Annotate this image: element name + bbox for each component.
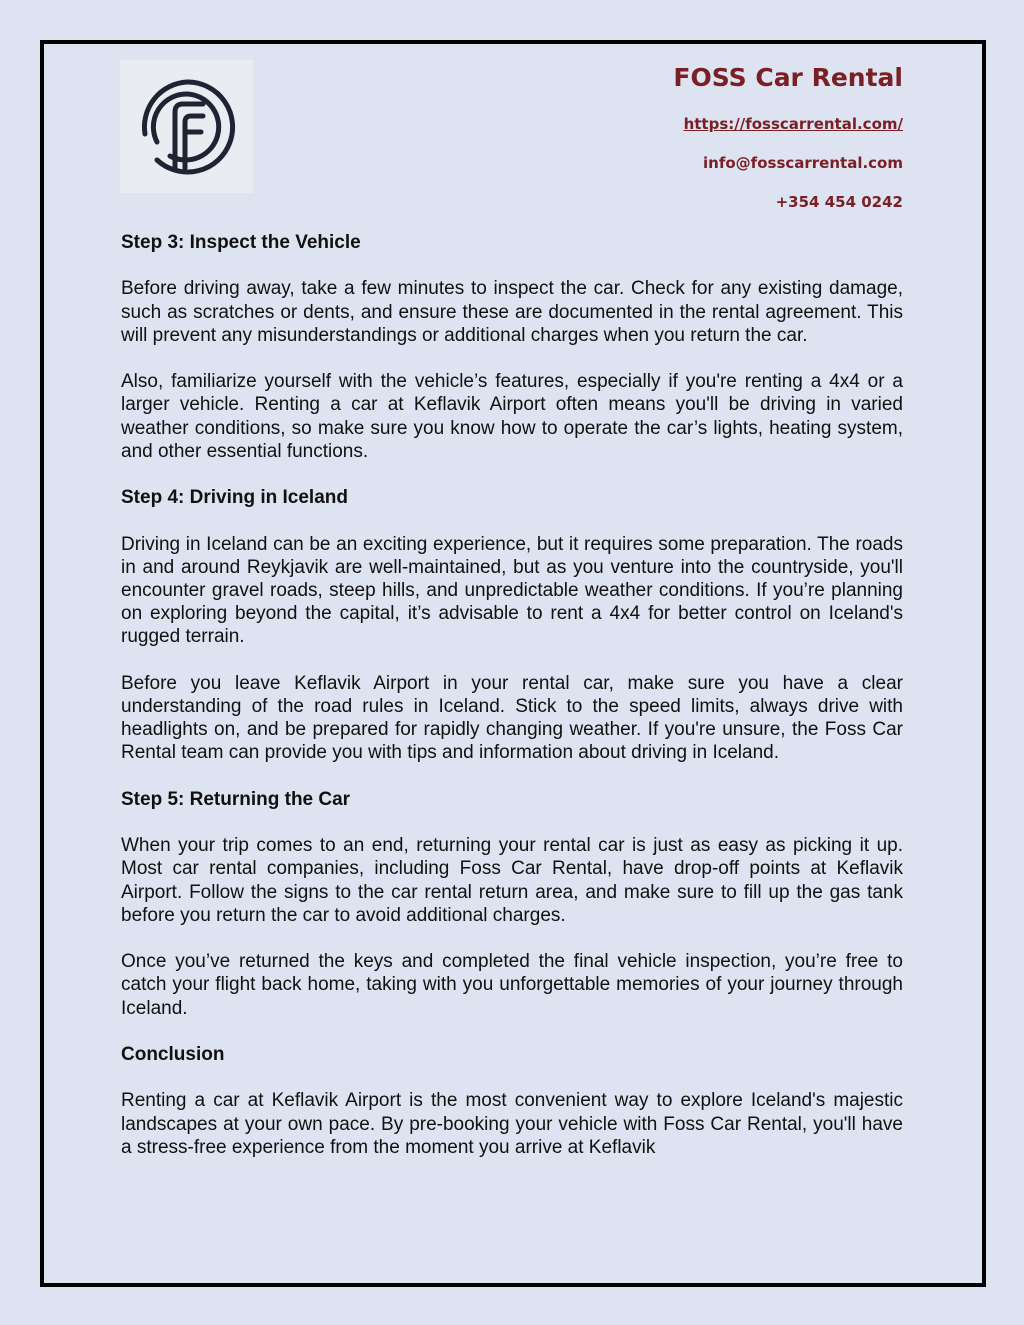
company-logo — [120, 60, 253, 193]
email-link[interactable]: info@fosscarrental.com — [703, 154, 903, 172]
section-heading: Conclusion — [121, 1043, 225, 1065]
paragraph: When your trip comes to an end, returning your rental car is just as easy as picking it up. Most car rental companies, including Foss Car Rental, have drop-off points at Keflavik Airport. Follow the signs to the car rental return area, and make sure to fill up the gas tank before you return the car to avoid additional charges. — [121, 835, 903, 926]
contact-block — [673, 60, 903, 212]
foss-logo-icon — [137, 72, 237, 182]
paragraph: Also, familiarize yourself with the vehicle’s features, especially if you're renting a 4x4 or a larger vehicle. Renting a car at Keflavik Airport often means you'll be driving in varied weather conditions, so make sure you know how to operate the car’s lights, heating system, and other essential functions. — [121, 371, 903, 462]
paragraph: Before you leave Keflavik Airport in your rental car, make sure you have a clear understanding of the road rules in Iceland. Stick to the speed limits, always drive with headlights on, and be prepared for rapidly changing weather. If you're unsure, the Foss Car Rental team can provide you with tips and information about driving in Iceland. — [121, 672, 903, 764]
website-link[interactable]: https://fosscarrental.com/ — [683, 115, 903, 133]
section-heading: Step 3: Inspect the Vehicle — [121, 232, 361, 253]
phone-number: +354 454 0242 — [775, 193, 903, 211]
section-heading: Step 5: Returning the Car — [121, 788, 351, 810]
section-heading: Step 4: Driving in Iceland — [121, 487, 348, 509]
paragraph: Renting a car at Keflavik Airport is the most convenient way to explore Iceland's majestic landscapes at your own pace. By pre-booking your vehicle with Foss Car Rental, you'll have a stress-free experience from the moment you arrive at Keflavik — [121, 1090, 903, 1158]
paragraph: Before driving away, take a few minutes to inspect the car. Check for any existing damage, such as scratches or dents, and ensure these are documented in the rental agreement. This will prevent any misunderstandings or additional charges when you return the car. — [121, 278, 903, 346]
paragraph: Driving in Iceland can be an exciting experience, but it requires some preparation. The roads in and around Reykjavik are well-maintained, but as you venture into the countryside, you'll encounter gravel roads, steep hills, and unpredictable weather conditions. If you’re planning on exploring beyond the capital, it’s advisable to rent a 4x4 for better control on Iceland's rugged terrain. — [121, 533, 903, 648]
company-name: FOSS Car Rental — [673, 63, 903, 92]
paragraph: Once you’ve returned the keys and completed the final vehicle inspection, you’re free to catch your flight back home, taking with you unforgettable memories of your journey through Iceland. — [121, 951, 903, 1019]
article-body — [121, 231, 903, 1182]
